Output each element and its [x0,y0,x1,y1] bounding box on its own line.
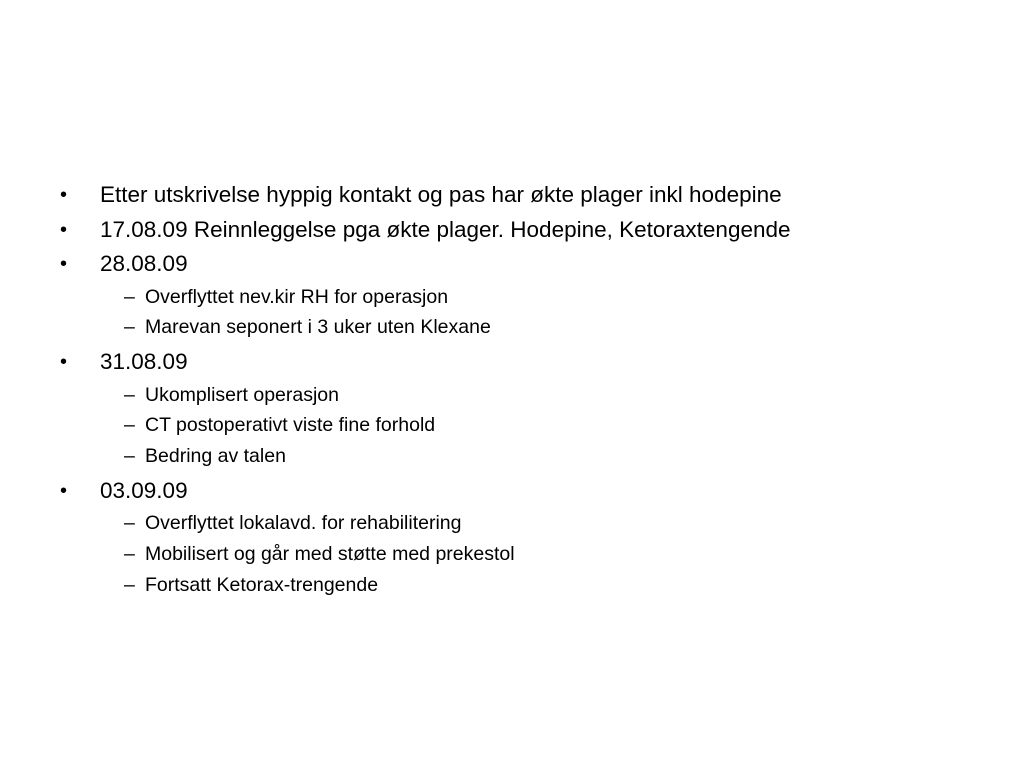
bullet-text: 31.08.09 [100,349,188,375]
sub-item-text: CT postoperativt viste fine forhold [145,414,436,437]
sub-item [58,282,998,313]
bullet-item [58,178,998,213]
sub-item [58,539,998,570]
bullet-icon: • [60,184,68,206]
dash-icon: – [124,543,135,566]
sub-item-text: Overflyttet lokalavd. for rehabilitering [145,512,462,535]
dash-icon: – [124,285,135,308]
bullet-icon: • [60,253,68,275]
sub-item-text: Bedring av talen [145,445,286,468]
sub-item [58,380,998,411]
sub-list [58,508,998,602]
bullet-item [58,474,998,509]
sub-item [58,410,998,441]
bullet-item [58,247,998,282]
sub-item-text: Ukomplisert operasjon [145,383,340,406]
bullet-item [58,213,998,248]
sub-item [58,312,998,343]
sub-item [58,441,998,472]
sub-item-text: Marevan seponert i 3 uker uten Klexane [145,316,491,339]
bullet-text: 17.08.09 Reinnleggelse pga økte plager. Hodepine, Ketoraxtengende [100,216,791,242]
sub-item-text: Overflyttet nev.kir RH for operasjon [145,285,449,308]
bullet-text: 28.08.09 [100,251,188,276]
sub-item-text: Fortsatt Ketorax-trengende [145,574,379,597]
bullet-item [58,345,998,380]
bullet-text: 03.09.09 [100,477,188,503]
dash-icon: – [124,383,135,406]
dash-icon: – [124,512,135,535]
dash-icon: – [124,574,135,597]
bullet-icon: • [60,479,68,502]
dash-icon: – [124,414,135,437]
sub-list [58,380,998,474]
bullet-text: Etter utskrivelse hyppig kontakt og pas har økte plager inkl hodepine [100,182,782,207]
sub-list [58,282,998,346]
sub-item [58,570,998,601]
sub-item [58,508,998,539]
dash-icon: – [124,445,135,468]
bullet-icon: • [60,218,68,241]
sub-item-text: Mobilisert og går med støtte med prekestol [145,543,515,566]
bullet-list [58,178,998,603]
dash-icon: – [124,316,135,339]
bullet-icon: • [60,351,68,374]
